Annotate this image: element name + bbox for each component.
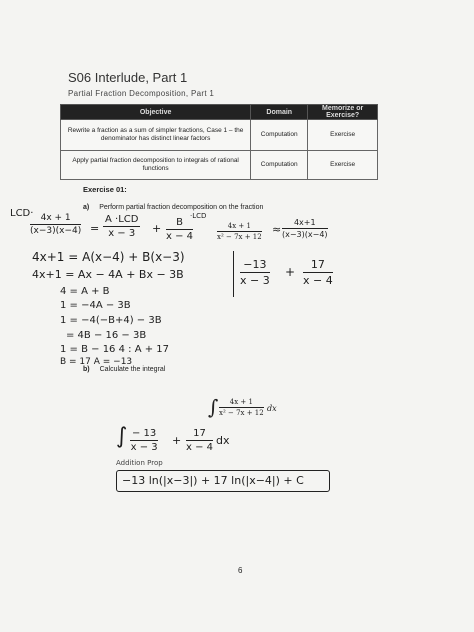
exercise-heading: Exercise 01: bbox=[83, 185, 127, 194]
hw-result-plus: + bbox=[285, 265, 296, 279]
objective-cell: Apply partial fraction decomposition to integrals of rational functions bbox=[61, 151, 251, 180]
hw-integral-sign: ∫ bbox=[116, 424, 128, 449]
hw-lcd-fraction bbox=[30, 213, 81, 236]
hw-b-num: B bbox=[166, 217, 193, 230]
hw-int-plus: + bbox=[172, 434, 182, 447]
part-b-prompt bbox=[83, 366, 165, 373]
hw-line-2: 4x+1 = Ax − 4A + Bx − 3B bbox=[32, 268, 184, 281]
part-b-text: Calculate the integral bbox=[99, 366, 166, 373]
hw-b-den: x − 4 bbox=[166, 231, 194, 242]
hw-right-num: 4x+1 bbox=[282, 218, 328, 229]
hw-a-num: A ·LCD bbox=[105, 214, 139, 225]
hw-int-term-1 bbox=[130, 428, 158, 453]
part-a-prompt bbox=[83, 204, 263, 211]
part-b-label: b) bbox=[83, 366, 90, 373]
given-fraction-numerator: 4x + 1 bbox=[217, 222, 262, 232]
type-cell: Exercise bbox=[308, 151, 378, 180]
printed-integrand bbox=[219, 398, 264, 417]
page-number: 6 bbox=[238, 566, 243, 575]
hw-b-lcd: ·LCD bbox=[190, 212, 207, 220]
printed-integrand-num: 4x + 1 bbox=[219, 398, 264, 408]
given-fraction bbox=[217, 222, 262, 241]
hw-int-17: 17 bbox=[186, 428, 213, 441]
hw-a-den: x − 3 bbox=[108, 228, 136, 239]
hw-line-1: 4x+1 = A(x−4) + B(x−3) bbox=[32, 250, 185, 264]
domain-cell: Computation bbox=[251, 120, 308, 151]
hw-line-4: 1 = −4A − 3B bbox=[60, 300, 131, 311]
hw-approx: ≈ bbox=[272, 223, 282, 236]
objective-cell: Rewrite a fraction as a sum of simpler fractions, Case 1 – the denominator has distinct linear factors bbox=[61, 120, 251, 151]
hw-lcd-den: (x−3)(x−4) bbox=[30, 226, 82, 236]
header-objective: Objective bbox=[61, 105, 251, 120]
hw-line-5: 1 = −4(−B+4) − 3B bbox=[60, 315, 162, 326]
type-cell: Exercise bbox=[308, 120, 378, 151]
hw-result-term-1 bbox=[240, 258, 270, 287]
hw-int-neg13: − 13 bbox=[132, 428, 157, 439]
hw-additions-prop: Addition Prop bbox=[116, 459, 163, 467]
hw-int-x4: x − 4 bbox=[186, 442, 214, 453]
hw-lcd-num: 4x + 1 bbox=[30, 213, 81, 225]
hw-line-7: 1 = B − 16 4 : A + 17 bbox=[60, 344, 169, 355]
hw-int-x3: x − 3 bbox=[130, 442, 158, 453]
hw-int-term-2 bbox=[186, 428, 213, 453]
header-memorize-exercise: Memorize or Exercise? bbox=[308, 105, 378, 120]
hw-result-neg13: −13 bbox=[240, 258, 270, 273]
table-header-row bbox=[61, 105, 378, 120]
hw-result-x3: x − 3 bbox=[240, 274, 270, 287]
hw-line-3: 4 = A + B bbox=[60, 286, 110, 297]
hw-equals: = bbox=[90, 222, 100, 235]
part-a-label: a) bbox=[83, 204, 90, 211]
page-title: S06 Interlude, Part 1 bbox=[68, 70, 188, 85]
objectives-table bbox=[60, 104, 378, 180]
hw-result-term-2 bbox=[303, 258, 333, 287]
table-row bbox=[61, 120, 378, 151]
printed-dx: dx bbox=[267, 404, 277, 413]
printed-integral-sign: ∫ bbox=[208, 395, 219, 419]
hw-a-fraction bbox=[103, 214, 140, 239]
hw-right-den: (x−3)(x−4) bbox=[282, 230, 328, 239]
page-subtitle: Partial Fraction Decomposition, Part 1 bbox=[68, 89, 215, 98]
hw-final-answer: −13 ln(|x−3|) + 17 ln(|x−4|) + C bbox=[122, 474, 304, 487]
hw-line-8: B = 17 A = −13 bbox=[60, 357, 133, 367]
hw-lcd-label: LCD· bbox=[10, 208, 34, 219]
domain-cell: Computation bbox=[251, 151, 308, 180]
hw-int-dx: dx bbox=[216, 434, 230, 447]
hw-result-x4: x − 4 bbox=[303, 274, 333, 287]
hw-result-bracket bbox=[233, 251, 234, 297]
header-domain: Domain bbox=[251, 105, 308, 120]
hw-right-fraction bbox=[282, 218, 328, 239]
part-a-text: Perform partial fraction decomposition on the fraction bbox=[99, 204, 264, 211]
given-fraction-denominator: x² − 7x + 12 bbox=[217, 233, 262, 241]
hw-plus: + bbox=[152, 222, 162, 235]
hw-result-17: 17 bbox=[303, 258, 333, 273]
table-row bbox=[61, 151, 378, 180]
hw-b-fraction bbox=[166, 217, 193, 242]
printed-integrand-den: x² − 7x + 12 bbox=[219, 409, 264, 417]
hw-line-6: = 4B − 16 − 3B bbox=[66, 330, 147, 341]
